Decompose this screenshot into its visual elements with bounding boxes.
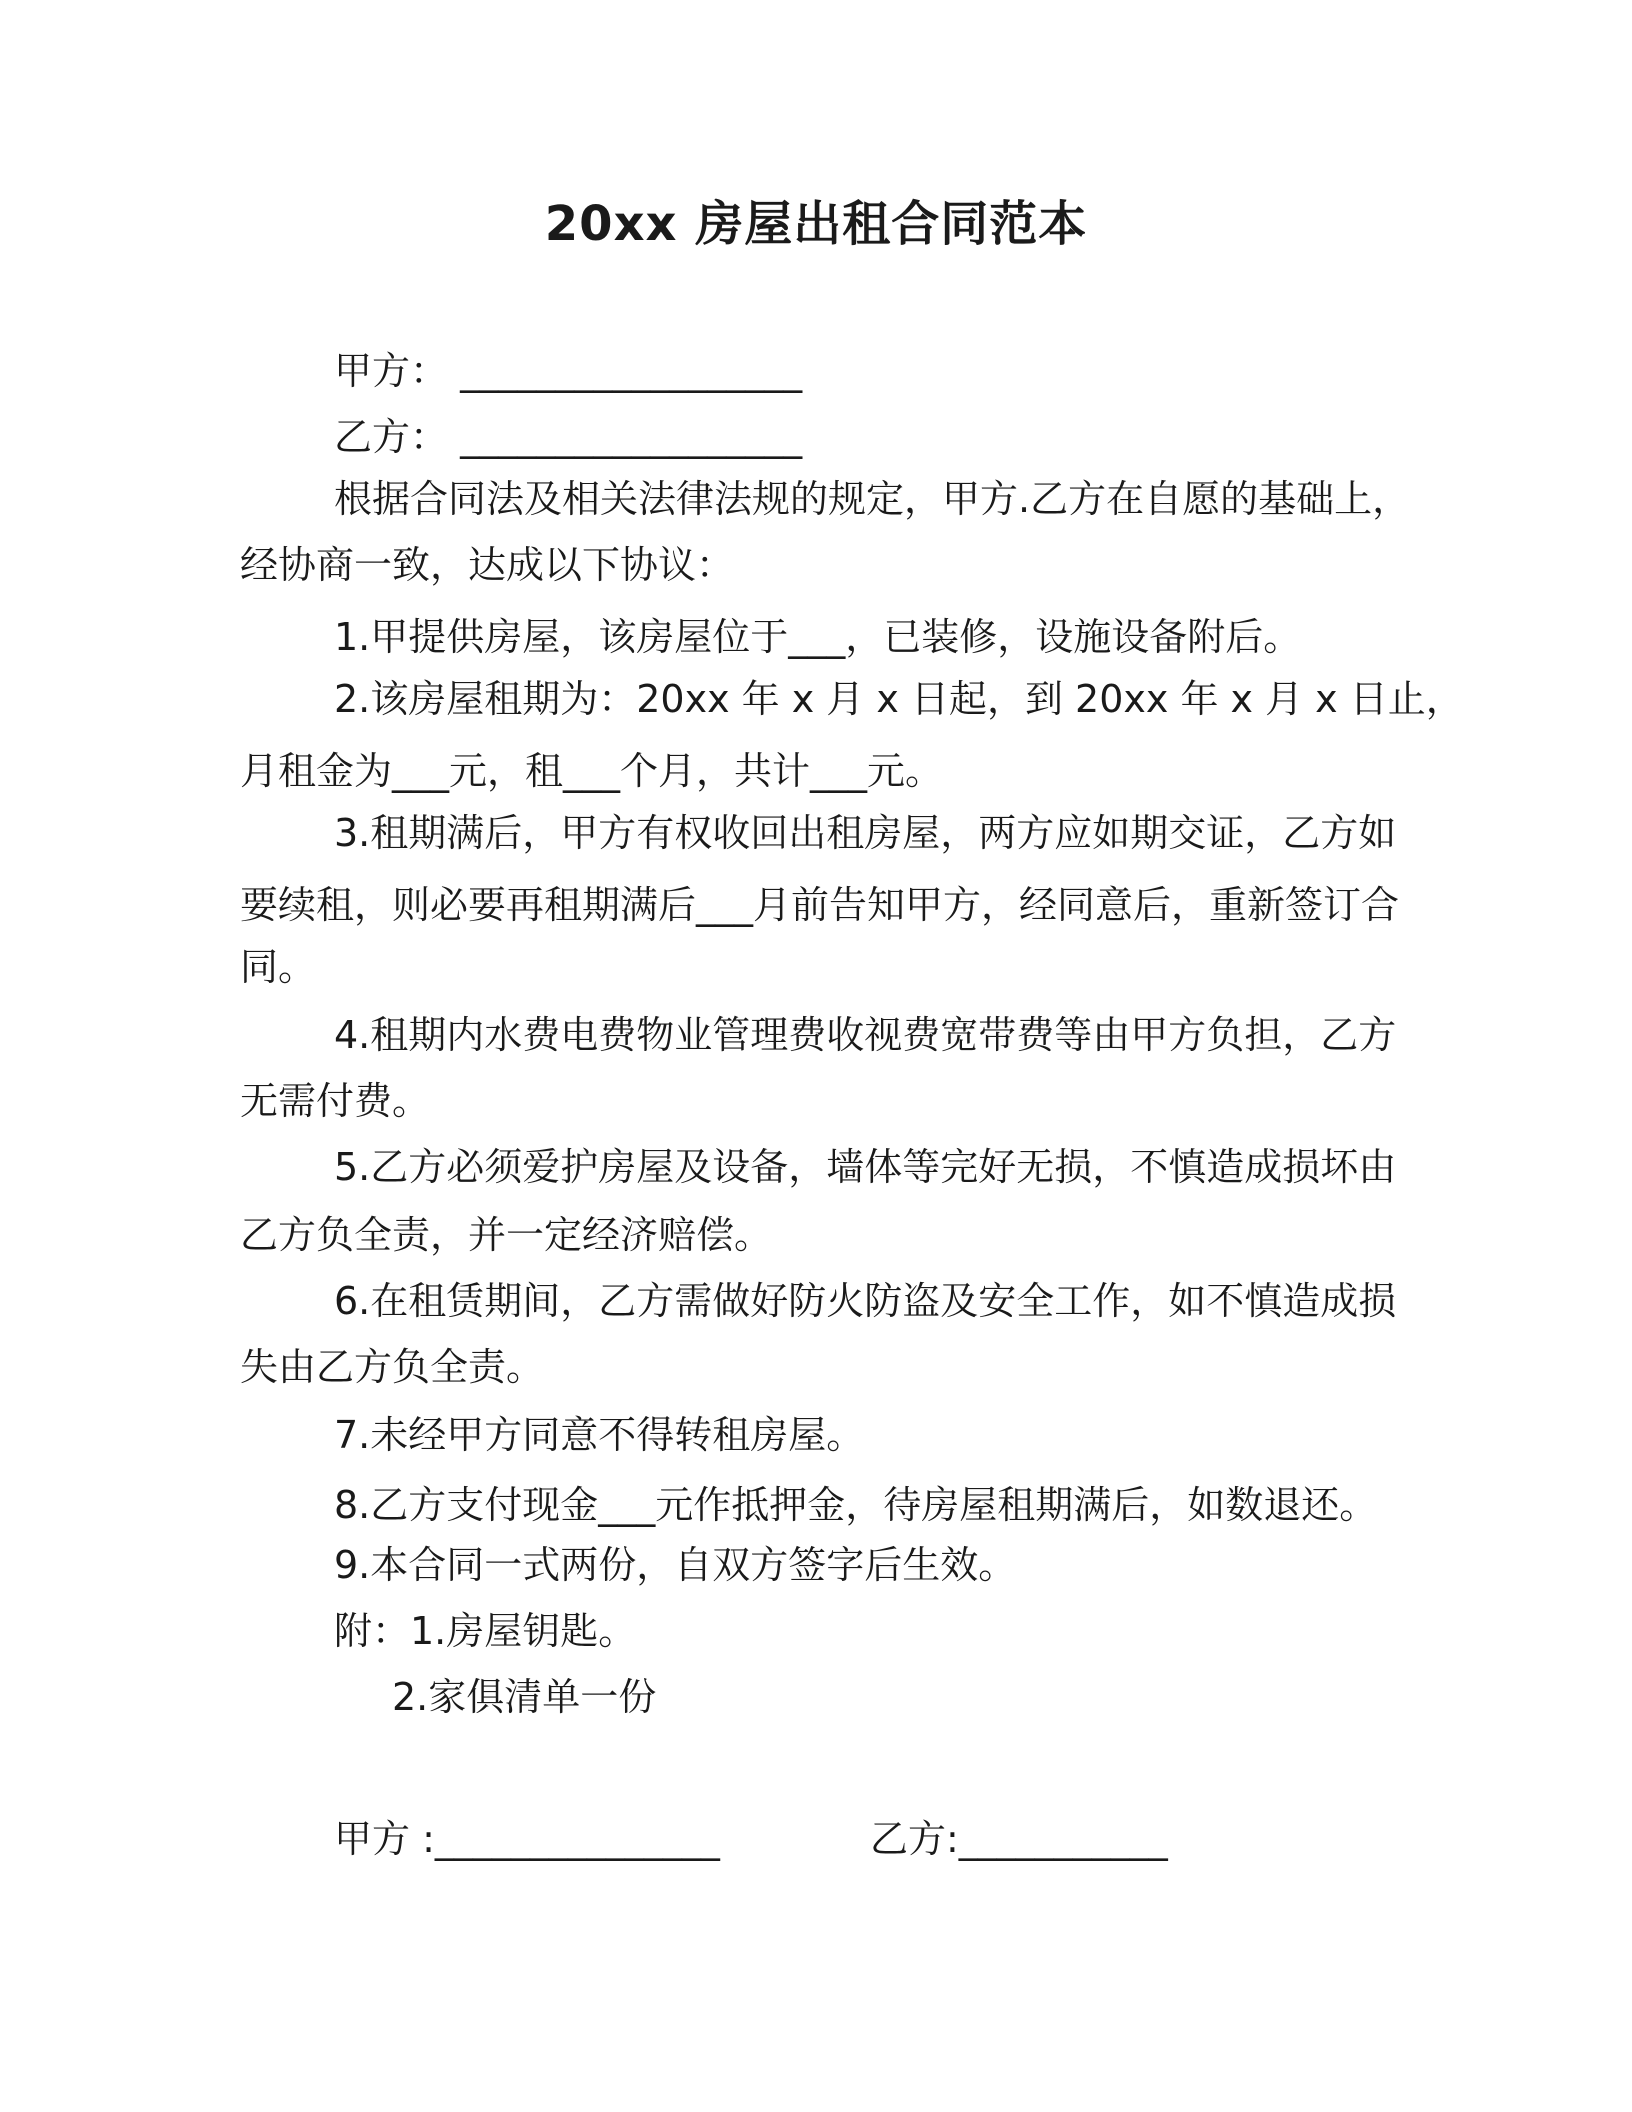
clause-2-line-1: 2.该房屋租期为：20xx 年 x 月 x 日起，到 20xx 年 x 月 x 日止，	[334, 677, 1464, 721]
party-b-line: 乙方： __________________	[334, 415, 803, 459]
clause-9: 9.本合同一式两份，自双方签字后生效。	[334, 1543, 1017, 1587]
clause-5-line-2: 乙方负全责，并一定经济赔偿。	[240, 1213, 773, 1257]
clause-4-line-1: 4.租期内水费电费物业管理费收视费宽带费等由甲方负担，乙方	[334, 1013, 1397, 1057]
clause-6-line-1: 6.在租赁期间，乙方需做好防火防盗及安全工作，如不慎造成损	[334, 1279, 1397, 1323]
signature-party-a: 甲方 :_______________	[334, 1817, 720, 1861]
signature-party-b: 乙方:___________	[870, 1817, 1168, 1861]
intro-line-2: 经协商一致，达成以下协议：	[240, 543, 735, 587]
clause-3-line-1: 3.租期满后，甲方有权收回出租房屋，两方应如期交证，乙方如	[334, 811, 1397, 855]
party-a-line: 甲方： __________________	[334, 349, 803, 393]
intro-line-1: 根据合同法及相关法律法规的规定，甲方.乙方在自愿的基础上，	[334, 477, 1411, 521]
appendix-item-2: 2.家俱清单一份	[392, 1675, 657, 1719]
clause-1: 1.甲提供房屋，该房屋位于___，已装修，设施设备附后。	[334, 615, 1302, 659]
clause-4-line-2: 无需付费。	[240, 1079, 431, 1123]
clause-7: 7.未经甲方同意不得转租房屋。	[334, 1413, 865, 1457]
appendix-item-1: 附：1.房屋钥匙。	[334, 1609, 637, 1653]
document-title: 20xx 房屋出租合同范本	[544, 196, 1088, 252]
clause-8: 8.乙方支付现金___元作抵押金，待房屋租期满后，如数退还。	[334, 1483, 1378, 1527]
clause-3-line-2: 要续租，则必要再租期满后___月前告知甲方，经同意后，重新签订合	[240, 883, 1400, 927]
clause-3-line-3: 同。	[240, 945, 317, 989]
clause-5-line-1: 5.乙方必须爱护房屋及设备，墙体等完好无损，不慎造成损坏由	[334, 1145, 1397, 1189]
clause-2-line-2: 月租金为___元，租___个月，共计___元。	[240, 749, 944, 793]
clause-6-line-2: 失由乙方负全责。	[240, 1345, 545, 1389]
